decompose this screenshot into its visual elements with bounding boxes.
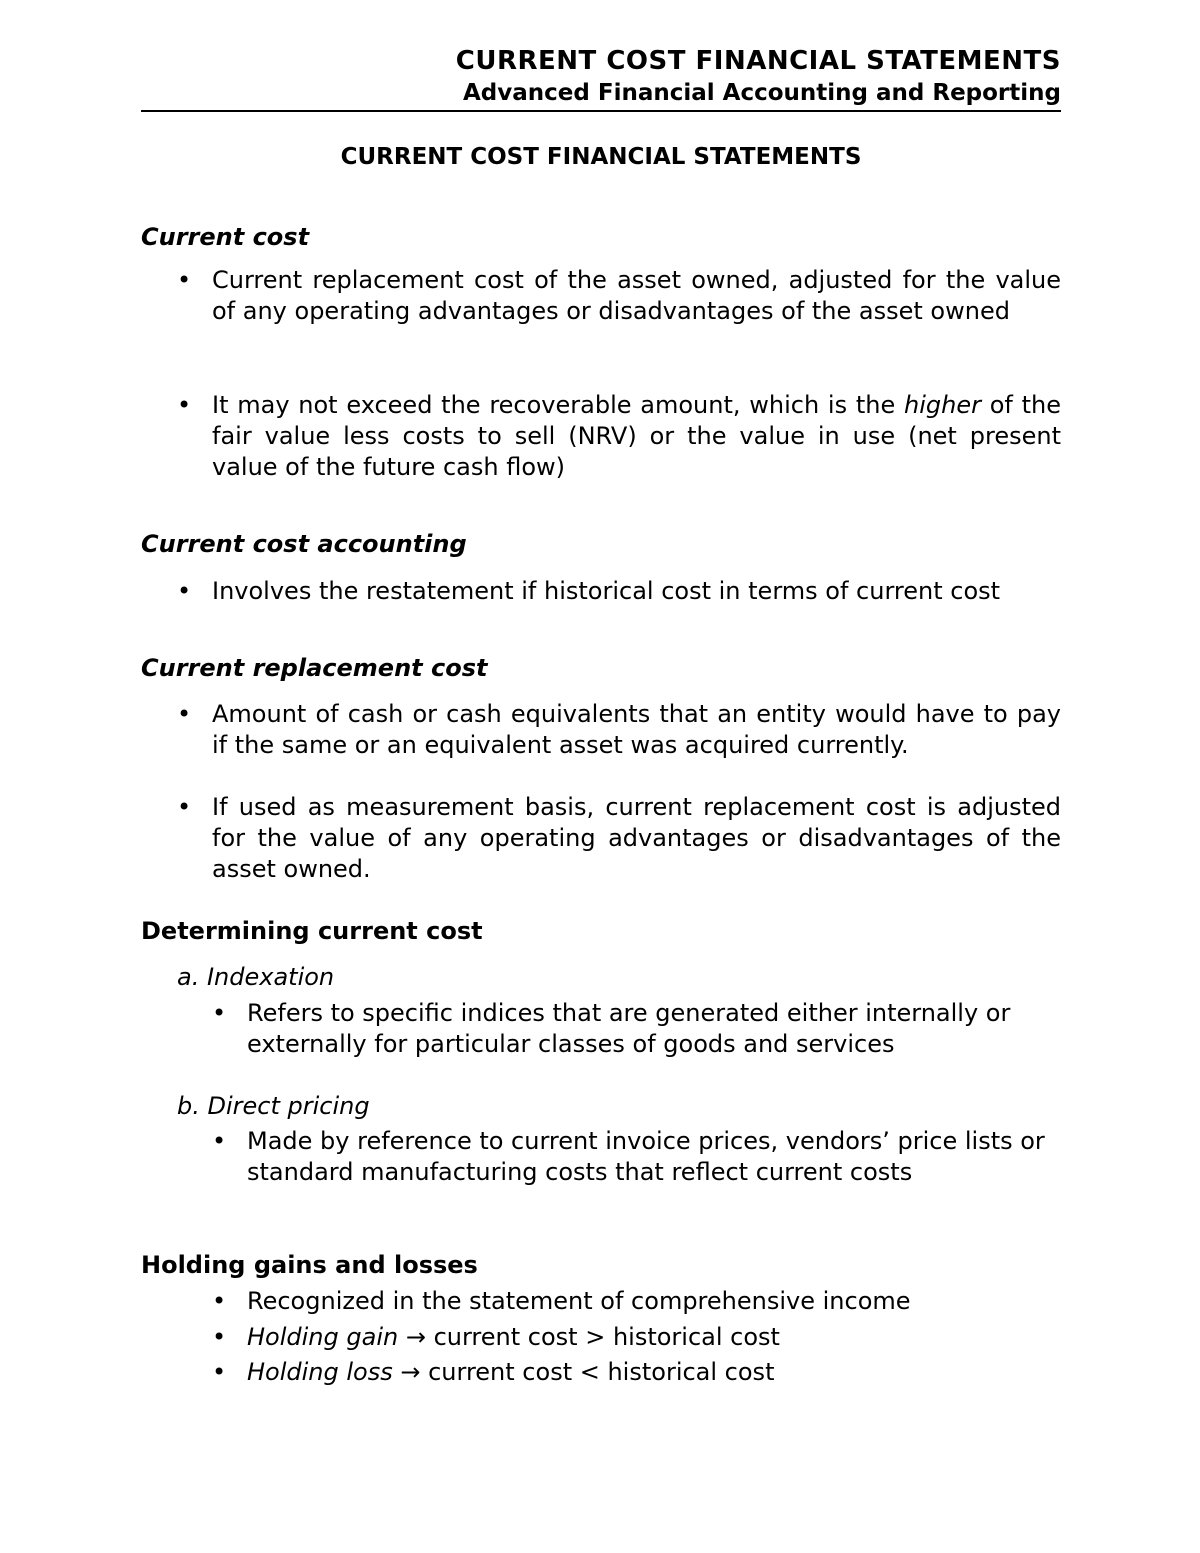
list-item-text — [247, 1357, 1061, 1388]
bullet-icon: • — [177, 577, 192, 605]
emphasis-higher: higher — [904, 391, 981, 419]
document-title: CURRENT COST FINANCIAL STATEMENTS — [340, 144, 862, 170]
heading-current-cost: Current cost — [141, 223, 310, 251]
list-item — [212, 1357, 1061, 1388]
header-subtitle: Advanced Financial Accounting and Reporting — [463, 80, 1061, 106]
bullet-icon: • — [177, 266, 192, 294]
text-run: of the fair value less costs to sell (NRV) or the value in use (net present value of the future cash flow) — [212, 391, 1061, 481]
bullet-icon: • — [212, 1358, 227, 1386]
bullet-icon: • — [177, 700, 192, 728]
bullet-icon: • — [212, 1323, 227, 1351]
list-item — [177, 792, 1061, 885]
heading-current-replacement-cost: Current replacement cost — [141, 654, 488, 682]
list-item-text: Amount of cash or cash equivalents that an entity would have to pay if the same or an equivalent asset was acquired currently. — [212, 700, 1061, 759]
page-header — [141, 44, 1061, 112]
sub-heading-direct-pricing: b. Direct pricing — [177, 1092, 370, 1120]
bullet-icon: • — [177, 391, 192, 419]
list-item-text: Involves the restatement if historical cost in terms of current cost — [212, 577, 1001, 605]
list-item-text: Recognized in the statement of comprehensive income — [247, 1287, 911, 1315]
bullet-icon: • — [212, 1127, 227, 1155]
list-item — [177, 576, 1061, 607]
list-item-text — [212, 390, 1061, 483]
list-item-text — [247, 1322, 1061, 1353]
heading-current-cost-accounting: Current cost accounting — [141, 530, 467, 558]
heading-holding-gains-losses: Holding gains and losses — [141, 1251, 478, 1279]
list-item — [212, 1286, 1061, 1317]
list-item — [212, 1126, 1061, 1188]
list-item — [177, 265, 1061, 327]
header-title: CURRENT COST FINANCIAL STATEMENTS — [455, 46, 1061, 76]
list-item-text: Refers to specific indices that are generated either internally or externally for particular classes of goods and services — [247, 999, 1011, 1058]
sub-heading-indexation: a. Indexation — [177, 963, 335, 991]
text-run: → current cost > historical cost — [398, 1323, 780, 1351]
bullet-icon: • — [212, 999, 227, 1027]
list-item — [177, 699, 1061, 761]
list-item — [212, 1322, 1061, 1353]
bullet-icon: • — [177, 793, 192, 821]
text-run: It may not exceed the recoverable amount, which is the — [212, 391, 904, 419]
list-item-text: If used as measurement basis, current replacement cost is adjusted for the value of any operating advantages or disadvantages of the asset owned. — [212, 793, 1061, 883]
list-item-text: Current replacement cost of the asset owned, adjusted for the value of any operating advantages or disadvantages of the asset owned — [212, 266, 1061, 325]
emphasis-holding-loss: Holding loss — [247, 1358, 393, 1386]
list-item-text: Made by reference to current invoice prices, vendors’ price lists or standard manufacturing costs that reflect current costs — [247, 1127, 1045, 1186]
text-run: → current cost < historical cost — [392, 1358, 775, 1386]
heading-determining-current-cost: Determining current cost — [141, 917, 483, 945]
list-item — [212, 998, 1061, 1060]
bullet-icon: • — [212, 1287, 227, 1315]
list-item — [177, 390, 1061, 483]
emphasis-holding-gain: Holding gain — [247, 1323, 399, 1351]
